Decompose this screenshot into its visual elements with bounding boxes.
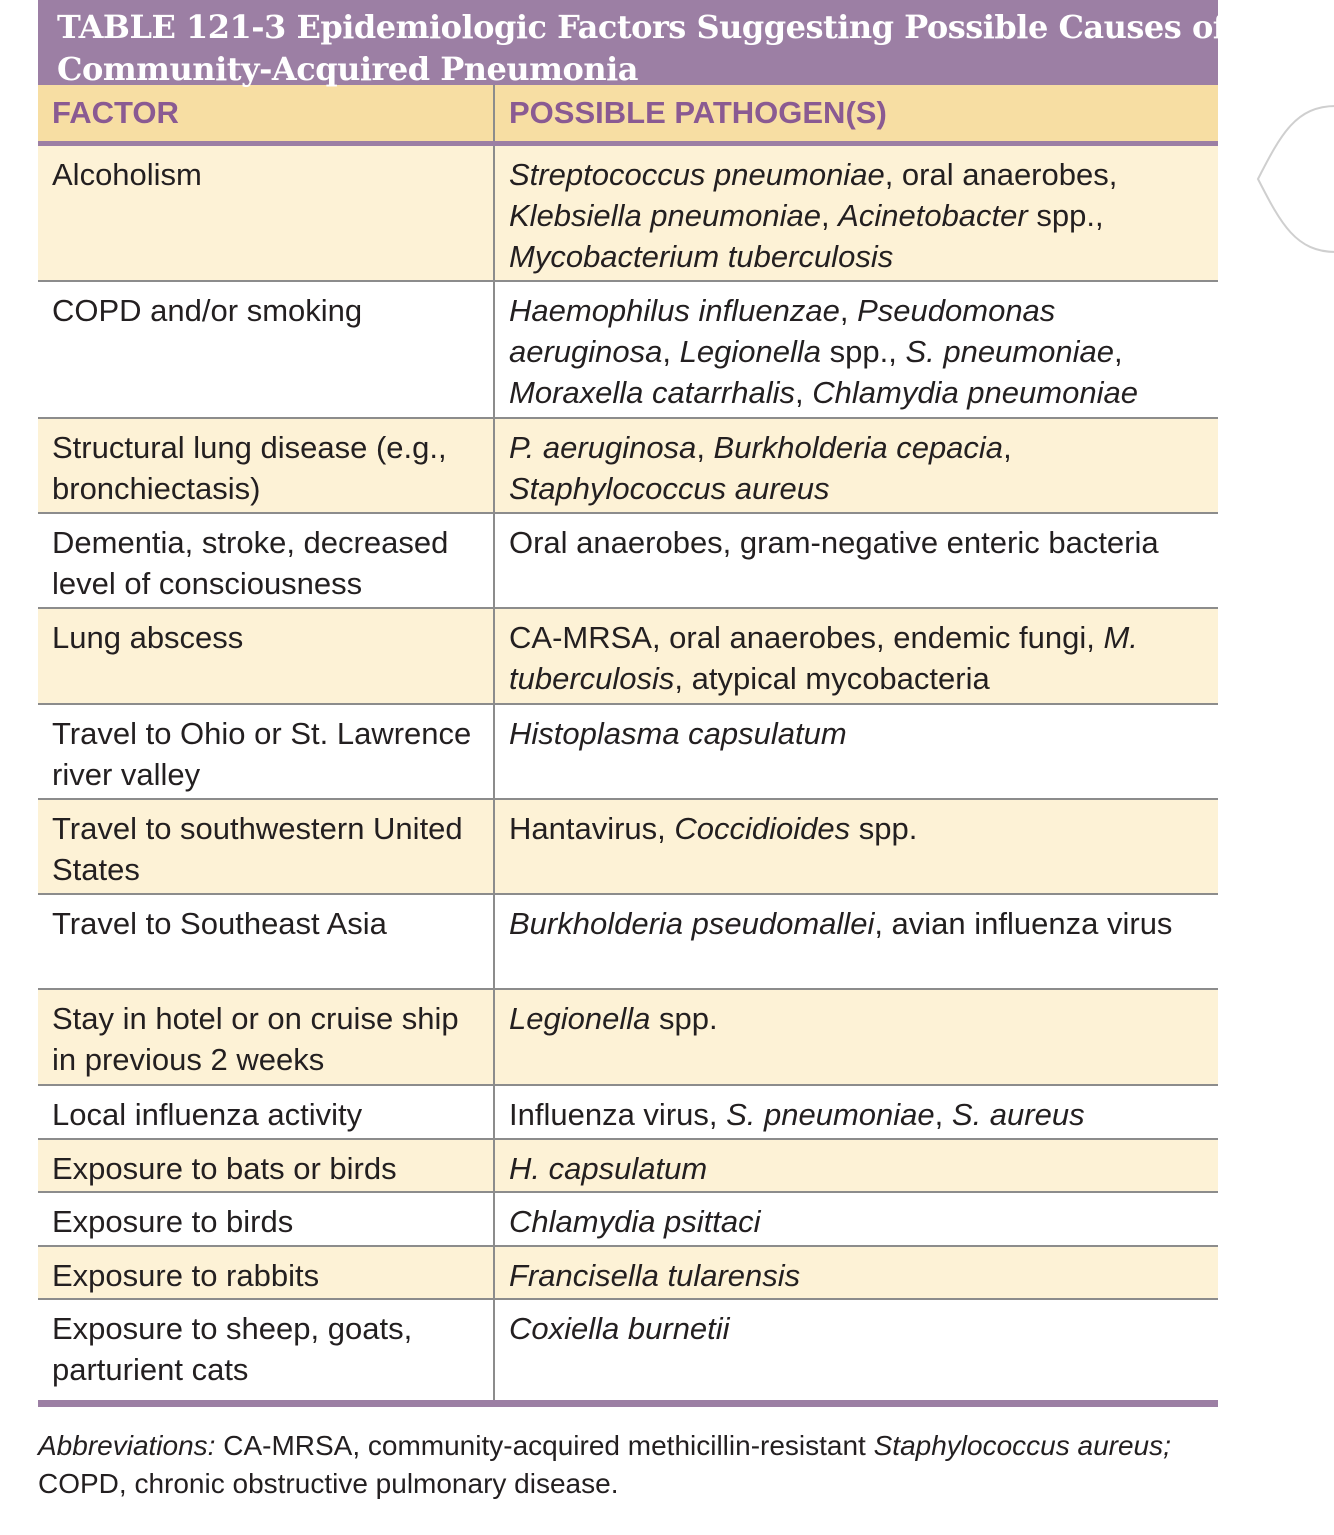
- table-row: [38, 1085, 1218, 1139]
- pathogen-cell: Francisella tularensis: [494, 1246, 1218, 1299]
- pathogen-cell: Oral anaerobes, gram-negative enteric bacteria: [494, 513, 1218, 608]
- table-bottom-rule: [38, 1400, 1218, 1407]
- table-row: [38, 989, 1218, 1085]
- factor-cell: Travel to Ohio or St. Lawrence river valley: [38, 704, 494, 799]
- table-row: [38, 143, 1218, 281]
- factor-cell: Exposure to birds: [38, 1192, 494, 1246]
- table-row: [38, 608, 1218, 704]
- pathogen-cell: Legionella spp.: [494, 989, 1218, 1085]
- factor-cell: Alcoholism: [38, 143, 494, 281]
- table-row: [38, 1192, 1218, 1246]
- table-footnote: Abbreviations: CA-MRSA, community-acquired methicillin-resistant Staphylococcus aureus; COPD, chronic obstructive pulmonary disease.: [38, 1430, 1171, 1499]
- pathogen-cell: Influenza virus, S. pneumoniae, S. aureus: [494, 1085, 1218, 1139]
- pathogen-cell: Histoplasma capsulatum: [494, 704, 1218, 799]
- table-row: [38, 1139, 1218, 1192]
- factor-cell: Exposure to bats or birds: [38, 1139, 494, 1192]
- pathogen-cell: Burkholderia pseudomallei, avian influenza virus: [494, 894, 1218, 989]
- factor-cell: Lung abscess: [38, 608, 494, 704]
- factor-cell: Travel to southwestern United States: [38, 799, 494, 894]
- page-tab-icon[interactable]: [1256, 104, 1334, 254]
- column-header-pathogens: POSSIBLE PATHOGEN(S): [494, 85, 1218, 143]
- pathogen-cell: Chlamydia psittaci: [494, 1192, 1218, 1246]
- pathogen-cell: Streptococcus pneumoniae, oral anaerobes, Klebsiella pneumoniae, Acinetobacter spp., Mycobacterium tuberculosis: [494, 143, 1218, 281]
- table-row: [38, 281, 1218, 418]
- factor-cell: Travel to Southeast Asia: [38, 894, 494, 989]
- pathogen-cell: H. capsulatum: [494, 1139, 1218, 1192]
- pathogen-cell: Coxiella burnetii: [509, 1311, 730, 1346]
- table-figure: [38, 0, 1227, 1407]
- table-row: [38, 704, 1218, 799]
- factor-cell: Stay in hotel or on cruise ship in previous 2 weeks: [38, 989, 494, 1085]
- factor-cell: COPD and/or smoking: [38, 281, 494, 418]
- table-row: [38, 418, 1218, 513]
- table-row: [38, 1246, 1218, 1299]
- pathogen-cell: P. aeruginosa, Burkholderia cepacia, Staphylococcus aureus: [494, 418, 1218, 513]
- table-row: [38, 894, 1218, 989]
- pathogen-cell: Haemophilus influenzae, Pseudomonas aeruginosa, Legionella spp., S. pneumoniae, Moraxella catarrhalis, Chlamydia pneumoniae: [494, 281, 1218, 418]
- factor-cell: Local influenza activity: [38, 1085, 494, 1139]
- factor-cell: Dementia, stroke, decreased level of consciousness: [38, 513, 494, 608]
- table-title-line-2: Community-Acquired Pneumonia: [57, 50, 639, 88]
- factor-cell: Exposure to sheep, goats, parturient cats: [38, 1299, 494, 1400]
- pathogen-cell: Hantavirus, Coccidioides spp.: [494, 799, 1218, 894]
- table-title-line-1: TABLE 121-3 Epidemiologic Factors Suggesting Possible Causes of: [57, 8, 1227, 46]
- factor-cell: Structural lung disease (e.g., bronchiectasis): [38, 418, 494, 513]
- data-table: [38, 85, 1218, 1400]
- table-row: [38, 513, 1218, 608]
- header-row: [38, 85, 1218, 143]
- table-title: [38, 0, 1227, 88]
- table-row: [38, 1299, 1218, 1400]
- column-header-factor: FACTOR: [38, 85, 494, 143]
- pathogen-cell: CA-MRSA, oral anaerobes, endemic fungi, M. tuberculosis, atypical mycobacteria: [494, 608, 1218, 704]
- factor-cell: Exposure to rabbits: [38, 1246, 494, 1299]
- table-row: [38, 799, 1218, 894]
